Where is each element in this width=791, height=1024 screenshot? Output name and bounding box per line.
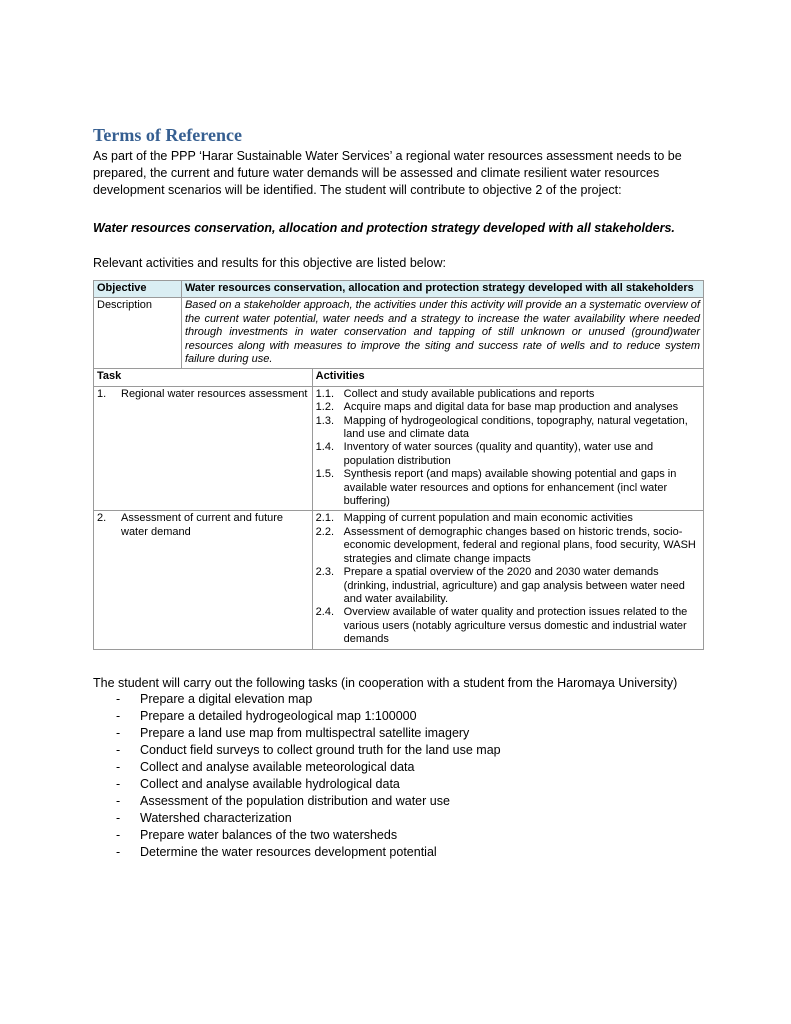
list-item: [93, 827, 703, 844]
description-value: Based on a stakeholder approach, the activities under this activity will provide an a systematic overview of the current water potential, water needs and a strategy to increase the water availability where needed through investments in water conservation and tapping of still unknown or unused (ground)water resources along with measures to improve the siting and success rate of wells and to reduce system failure during use.: [181, 298, 703, 369]
dash-bullet: -: [116, 827, 121, 842]
activity-number: 1.4.: [315, 441, 335, 454]
dash-bullet: -: [116, 692, 121, 707]
objective-label: Objective: [94, 280, 182, 297]
objective-value-cell: [181, 280, 703, 297]
activity-item: [316, 415, 700, 442]
list-item-text: Collect and analyse available meteorological data: [140, 759, 415, 774]
description-row: [94, 298, 704, 369]
activity-number: 1.3.: [315, 414, 335, 427]
activity-text: Prepare a spatial overview of the 2020 and 2030 water demands (drinking, industrial, agriculture) and gap analysis between water need and water availability.: [343, 566, 685, 605]
activities-cell: [312, 511, 703, 649]
activity-item: [316, 526, 700, 566]
activity-text: Inventory of water sources (quality and quantity), water use and population distribution: [343, 441, 654, 467]
list-item: [93, 708, 703, 725]
list-item-text: Prepare water balances of the two watersheds: [140, 827, 398, 842]
dash-bullet: -: [116, 709, 121, 724]
list-item: [93, 793, 703, 810]
activity-text: Overview available of water quality and protection issues related to the various users (notably agriculture versus domestic and industrial water demands: [343, 606, 688, 646]
task-label: Regional water resources assessment: [121, 387, 308, 400]
relevant-activities-text: Relevant activities and results for this objective are listed below:: [93, 256, 446, 271]
list-item-text: Watershed characterization: [140, 810, 292, 825]
activity-number: 1.1.: [315, 387, 335, 400]
list-item: [93, 725, 703, 742]
list-item-text: Determine the water resources development potential: [140, 844, 437, 859]
list-item-text: Assessment of the population distribution and water use: [140, 793, 450, 808]
activity-number: 2.1.: [315, 512, 335, 525]
page-title: Terms of Reference: [93, 125, 242, 145]
activity-item: [316, 566, 700, 606]
activity-number: 1.5.: [315, 468, 335, 481]
activity-number: 1.2.: [315, 401, 335, 414]
list-item: [93, 810, 703, 827]
activity-text: Mapping of current population and main economic activities: [343, 512, 633, 525]
task-number: 1.: [97, 387, 107, 400]
activity-item: [316, 441, 700, 468]
list-item: [93, 776, 703, 793]
task-row-2: [94, 511, 704, 649]
dash-bullet: -: [116, 743, 121, 758]
activity-item: [316, 512, 700, 525]
list-item: [93, 759, 703, 776]
task-row-1: [94, 386, 704, 511]
task-list: [93, 691, 703, 860]
list-item-text: Prepare a detailed hydrogeological map 1:100000: [140, 709, 417, 724]
tasks-intro: The student will carry out the following tasks (in cooperation with a student from the Haromaya University): [93, 675, 678, 690]
objective-statement: Water resources conservation, allocation and protection strategy developed with all stakeholders.: [93, 221, 675, 236]
task-cell: [94, 386, 313, 511]
terms-table: [93, 280, 704, 650]
intro-paragraph: As part of the PPP ‘Harar Sustainable Water Services’ a regional water resources assessment needs to be prepared, the current and future water demands will be assessed and climate resilient water resources development scenarios will be identified. The student will contribute to objective 2 of the project:: [93, 149, 682, 197]
list-item-text: Prepare a land use map from multispectral satellite imagery: [140, 726, 470, 741]
activities-cell: [312, 386, 703, 511]
task-number: 2.: [97, 512, 107, 525]
task-item: [97, 388, 309, 401]
dash-bullet: -: [116, 810, 121, 825]
dash-bullet: -: [116, 844, 121, 859]
objective-row: [94, 280, 704, 297]
list-item-text: Prepare a digital elevation map: [140, 692, 313, 707]
list-item: [93, 691, 703, 708]
objective-value: Water resources conservation, allocation and protection strategy developed with all stakeholders: [184, 281, 694, 294]
activities-header: Activities: [312, 369, 703, 386]
activity-text: Collect and study available publications and reports: [343, 387, 595, 400]
list-item: [93, 742, 703, 759]
dash-bullet: -: [116, 793, 121, 808]
activity-number: 2.4.: [315, 606, 335, 619]
task-label: Assessment of current and future water demand: [121, 512, 284, 538]
task-cell: [94, 511, 313, 649]
activity-item: [316, 401, 700, 414]
document-page: [93, 124, 703, 860]
list-item-text: Collect and analyse available hydrological data: [140, 776, 400, 791]
dash-bullet: -: [116, 726, 121, 741]
activity-text: Acquire maps and digital data for base map production and analyses: [343, 401, 679, 414]
list-item: [93, 844, 703, 861]
task-item: [97, 512, 309, 539]
task-activities-header-row: [94, 369, 704, 386]
activity-number: 2.3.: [315, 566, 335, 579]
activity-text: Synthesis report (and maps) available showing potential and gaps in available water resources and options for enhancement (incl water buffering): [343, 468, 677, 508]
description-label: Description: [94, 298, 182, 369]
list-item-text: Conduct field surveys to collect ground truth for the land use map: [140, 743, 501, 758]
task-header: Task: [94, 369, 313, 386]
activity-text: Mapping of hydrogeological conditions, topography, natural vegetation, land use and climate data: [343, 414, 688, 441]
activity-item: [316, 468, 700, 508]
dash-bullet: -: [116, 759, 121, 774]
activity-item: [316, 388, 700, 401]
dash-bullet: -: [116, 776, 121, 791]
activity-item: [316, 606, 700, 646]
activity-number: 2.2.: [315, 525, 335, 538]
activity-text: Assessment of demographic changes based on historic trends, socio-economic development, federal and regional plans, food security, WASH strategies and climate change impacts: [343, 525, 696, 565]
